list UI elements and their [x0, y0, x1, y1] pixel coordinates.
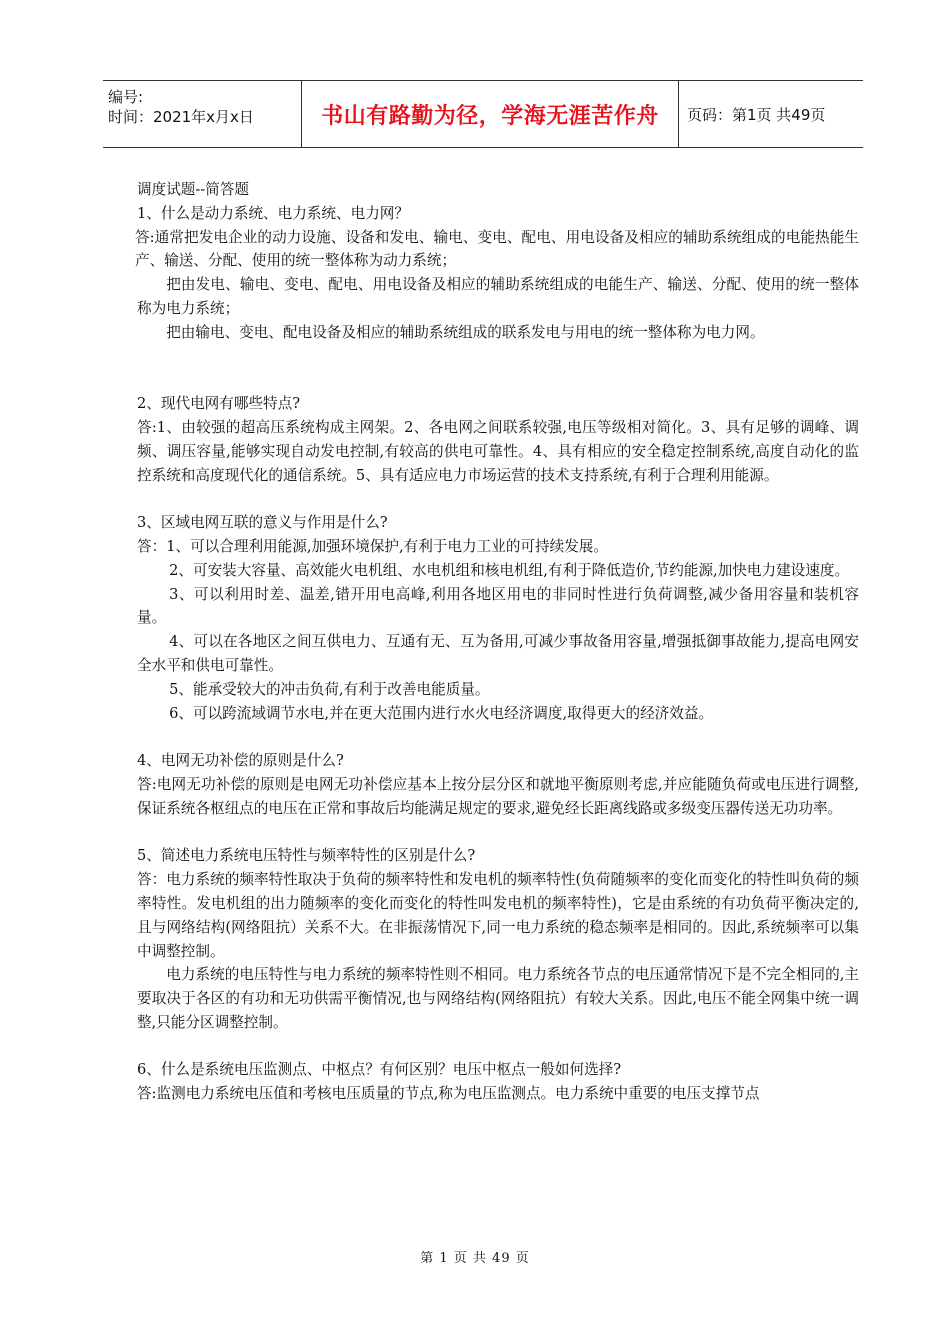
header-table: [103, 80, 863, 148]
q2-question: 2、现代电网有哪些特点?: [137, 395, 301, 413]
spacer: [137, 487, 859, 511]
q5-answer-p2: 电力系统的电压特性与电力系统的频率特性则不相同。电力系统各节点的电压通常情况下是不完全相同的,主要取决于各区的有功和无功供需平衡情况,也与网络结构(网络阻抗）有较大关系。因此,电压不能全网集中统一调整,只能分区调整控制。: [137, 966, 859, 1031]
q4-answer: 答:电网无功补偿的原则是电网无功补偿应基本上按分层分区和就地平衡原则考虑,并应能随负荷或电压进行调整,保证系统各枢纽点的电压在正常和事故后均能满足规定的要求,避免经长距离线路或多级变压器传送无功功率。: [137, 775, 859, 817]
q3-question: 3、区域电网互联的意义与作用是什么?: [137, 514, 388, 532]
spacer: [137, 345, 859, 393]
serial-label: 编号:: [108, 88, 144, 106]
spacer: [137, 725, 859, 749]
page-info: 页码：第1页 共49页: [687, 105, 826, 124]
q2-answer: 答:1、由较强的超高压系统构成主网架。2、各电网之间联系较强,电压等级相对简化。3、具有足够的调峰、调频、调压容量,能够实现自动发电控制,有较高的供电可靠性。4、具有相应的安全稳定控制系统,高度自动化的监控系统和高度现代化的通信系统。5、具有适应电力市场运营的技术支持系统,有利于合理利用能源。: [137, 418, 859, 484]
header-page-cell: [679, 81, 863, 147]
q1-question: 1、什么是动力系统、电力系统、电力网？: [137, 204, 409, 222]
spacer: [137, 821, 859, 845]
q3-answer-p3: 3、可以利用时差、温差,错开用电高峰,利用各地区用电的非同时性进行负荷调整,减少备用容量和装机容量。: [137, 585, 859, 627]
q3-answer-p2: 2、可安装大容量、高效能火电机组、水电机组和核电机组,有利于降低造价,节约能源,加快电力建设速度。: [169, 561, 850, 579]
q3-answer-p5: 5、能承受较大的冲击负荷,有利于改善电能质量。: [169, 680, 490, 698]
page-footer: [0, 1247, 950, 1266]
motto-text: 书山有路勤为径，学海无涯苦作舟: [321, 103, 659, 129]
document-body: [137, 178, 859, 1106]
q5-question: 5、简述电力系统电压特性与频率特性的区别是什么?: [137, 847, 476, 865]
footer-page-number: 第 1 页 共 49 页: [420, 1251, 530, 1266]
q6-question: 6、什么是系统电压监测点、中枢点？有何区别？电压中枢点一般如何选择?: [137, 1061, 622, 1079]
q1-answer-p3: 把由输电、变电、配电设备及相应的辅助系统组成的联系发电与用电的统一整体称为电力网。: [166, 323, 765, 341]
spacer: [137, 1035, 859, 1059]
date-label: 时间：2021年x月x日: [108, 108, 254, 126]
q1-answer-p2: 把由发电、输电、变电、配电、用电设备及相应的辅助系统组成的电能生产、输送、分配、使用的统一整体称为电力系统；: [137, 276, 859, 317]
q4-question: 4、电网无功补偿的原则是什么?: [137, 752, 344, 770]
q1-answer-p1: 答:通常把发电企业的动力设施、设备和发电、输电、变电、配电、用电设备及相应的辅助系统组成的电能热能生产、输送、分配、使用的统一整体称为动力系统；: [135, 228, 859, 270]
q3-answer-p4: 4、可以在各地区之间互供电力、互通有无、互为备用,可减少事故备用容量,增强抵御事故能力,提高电网安全水平和供电可靠性。: [137, 633, 859, 674]
header-motto-cell: [302, 81, 679, 147]
q3-answer-p6: 6、可以跨流域调节水电,并在更大范围内进行水火电经济调度,取得更大的经济效益。: [169, 704, 714, 722]
q5-answer-p1: 答：电力系统的频率特性取决于负荷的频率特性和发电机的频率特性(负荷随频率的变化而变化的特性叫负荷的频率特性。发电机组的出力随频率的变化而变化的特性叫发电机的频率特性)，它是由系统的有功负荷平衡决定的,且与网络结构(网络阻抗）关系不大。在非振荡情况下,同一电力系统的稳态频率是相同的。因此,系统频率可以集中调整控制。: [137, 871, 859, 960]
q3-answer-p1: 答：1、可以合理利用能源,加强环境保护,有利于电力工业的可持续发展。: [137, 537, 608, 555]
header-meta-cell: [103, 81, 302, 147]
doc-title: 调度试题--简答题: [137, 181, 250, 198]
q6-answer: 答:监测电力系统电压值和考核电压质量的节点,称为电压监测点。电力系统中重要的电压支撑节点: [137, 1085, 760, 1103]
